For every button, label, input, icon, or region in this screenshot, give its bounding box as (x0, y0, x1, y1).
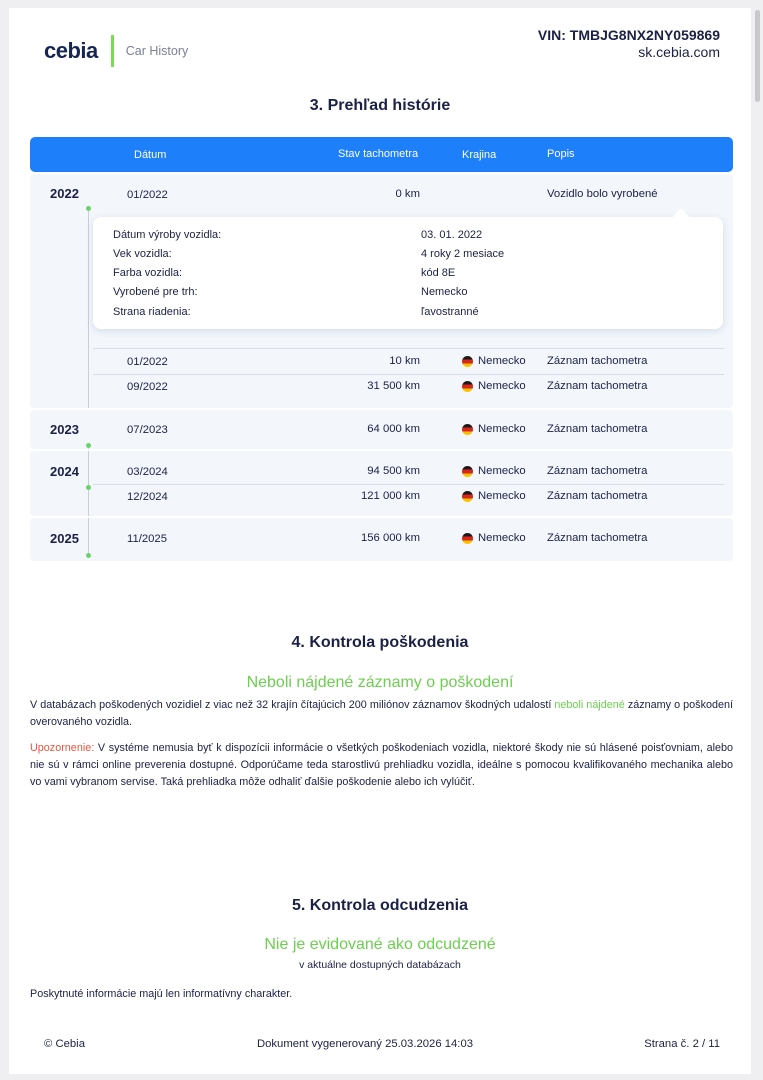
report-page (9, 8, 751, 1074)
theft-result-subtext: v aktuálne dostupných databázach (299, 959, 461, 971)
row-description: Záznam tachometra (547, 465, 648, 477)
damage-section-title: 4. Kontrola poškodenia (291, 634, 469, 651)
row-description: Vozidlo bolo vyrobené (547, 188, 658, 200)
row-description: Záznam tachometra (547, 355, 648, 367)
logo-subtitle: Car History (125, 44, 189, 58)
year-block-2025 (30, 518, 733, 561)
timeline-dot (86, 485, 91, 490)
history-table-header (30, 137, 733, 172)
theft-result-heading: Nie je evidované ako odcudzené (264, 936, 496, 953)
theft-note: Poskytnuté informácie majú len informatívny charakter. (30, 988, 293, 1000)
vin-number: VIN: TMBJG8NX2NY059869 (537, 27, 720, 43)
row-date: 01/2022 (127, 189, 168, 201)
year-label: 2024 (50, 464, 79, 479)
germany-flag-icon (462, 533, 473, 544)
damage-result-heading: Neboli nájdené záznamy o poškodení (246, 674, 514, 691)
row-odometer: 156 000 km (360, 532, 420, 544)
row-divider (93, 374, 724, 375)
row-description: Záznam tachometra (547, 423, 648, 435)
row-country: Nemecko (462, 490, 526, 502)
damage-warning-paragraph: Upozornenie: V systéme nemusia byť k dispozícii informácie o všetkých poškodeniach vozidla, niektoré škody nie sú hlásené poisťovniam, alebo nie sú v rámci online preverenia dostupné. Odporúčame teda starostlivú prehliadku vozidla, ideálne s pomocou kvalifikovaného mechanika alebo vo vami vybranom servise. Taká prehliadka môže odhaliť ďalšie poškodenie alebo ich vylúčiť. (30, 742, 733, 788)
detail-label: Dátum výroby vozidla: (113, 229, 222, 241)
footer-page-number: Strana č. 2 / 11 (644, 1038, 720, 1050)
logo-wordmark: cebia (44, 38, 98, 63)
year-label: 2022 (50, 186, 79, 201)
year-label: 2025 (50, 531, 79, 546)
row-country: Nemecko (462, 465, 526, 477)
row-odometer: 0 km (395, 188, 420, 200)
row-country: Nemecko (462, 355, 526, 367)
footer-copyright: © Cebia (44, 1038, 85, 1050)
year-block-2024 (30, 451, 733, 516)
germany-flag-icon (462, 356, 473, 367)
logo-divider (111, 35, 114, 67)
header-vin-block (538, 27, 720, 60)
detail-label: Vek vozidla: (113, 248, 172, 260)
germany-flag-icon (462, 466, 473, 477)
timeline-line (88, 210, 89, 408)
row-divider (93, 484, 724, 485)
row-date: 07/2023 (127, 424, 168, 436)
row-date: 09/2022 (127, 381, 168, 393)
row-description: Záznam tachometra (547, 532, 648, 544)
row-date: 12/2024 (127, 491, 168, 503)
row-country: Nemecko (462, 423, 526, 435)
detail-value: ľavostranné (421, 306, 479, 318)
row-date: 03/2024 (127, 466, 168, 478)
column-header-description: Popis (547, 148, 575, 160)
row-odometer: 64 000 km (367, 423, 420, 435)
not-found-highlight: neboli nájdené (554, 699, 625, 711)
detail-value: kód 8E (421, 267, 456, 279)
detail-value: 03. 01. 2022 (421, 229, 483, 241)
footer-generated-date: Dokument vygenerovaný 25.03.2026 14:03 (256, 1038, 474, 1050)
germany-flag-icon (462, 424, 473, 435)
detail-label: Vyrobené pre trh: (113, 286, 198, 298)
germany-flag-icon (462, 491, 473, 502)
vertical-scrollbar[interactable] (755, 10, 760, 102)
row-odometer: 121 000 km (360, 490, 420, 502)
detail-value: 4 roky 2 mesiace (421, 248, 505, 260)
row-country: Nemecko (462, 532, 526, 544)
timeline-line (88, 451, 89, 516)
warning-label: Upozornenie: (30, 742, 95, 754)
column-header-date: Dátum (134, 149, 167, 161)
timeline-dot (86, 206, 91, 211)
row-country: Nemecko (462, 380, 526, 392)
column-header-odometer: Stav tachometra (338, 148, 419, 160)
row-odometer: 10 km (389, 355, 420, 367)
timeline-line (88, 518, 89, 554)
history-section-title: 3. Prehľad histórie (309, 97, 451, 114)
vehicle-detail-card (93, 217, 723, 329)
row-odometer: 94 500 km (367, 465, 420, 477)
site-link[interactable]: sk.cebia.com (638, 44, 720, 60)
detail-label: Strana riadenia: (113, 306, 191, 318)
row-divider (93, 348, 724, 349)
year-block-2023 (30, 410, 733, 449)
detail-value: Nemecko (421, 286, 468, 298)
theft-section-title: 5. Kontrola odcudzenia (291, 897, 468, 914)
row-description: Záznam tachometra (547, 490, 648, 502)
year-label: 2023 (50, 422, 79, 437)
cebia-logo (44, 35, 188, 67)
timeline-dot (86, 553, 91, 558)
column-header-country: Krajina (462, 149, 497, 161)
row-description: Záznam tachometra (547, 380, 648, 392)
timeline-dot (86, 443, 91, 448)
damage-paragraph: V databázach poškodených vozidiel z viac než 32 krajín čítajúcich 200 miliónov záznamov škodných udalostí neboli nájdené záznamy o poškodení overovaného vozidla. (30, 699, 733, 728)
row-odometer: 31 500 km (367, 380, 420, 392)
row-date: 11/2025 (127, 533, 167, 545)
germany-flag-icon (462, 381, 473, 392)
row-date: 01/2022 (127, 356, 168, 368)
detail-label: Farba vozidla: (113, 267, 183, 279)
